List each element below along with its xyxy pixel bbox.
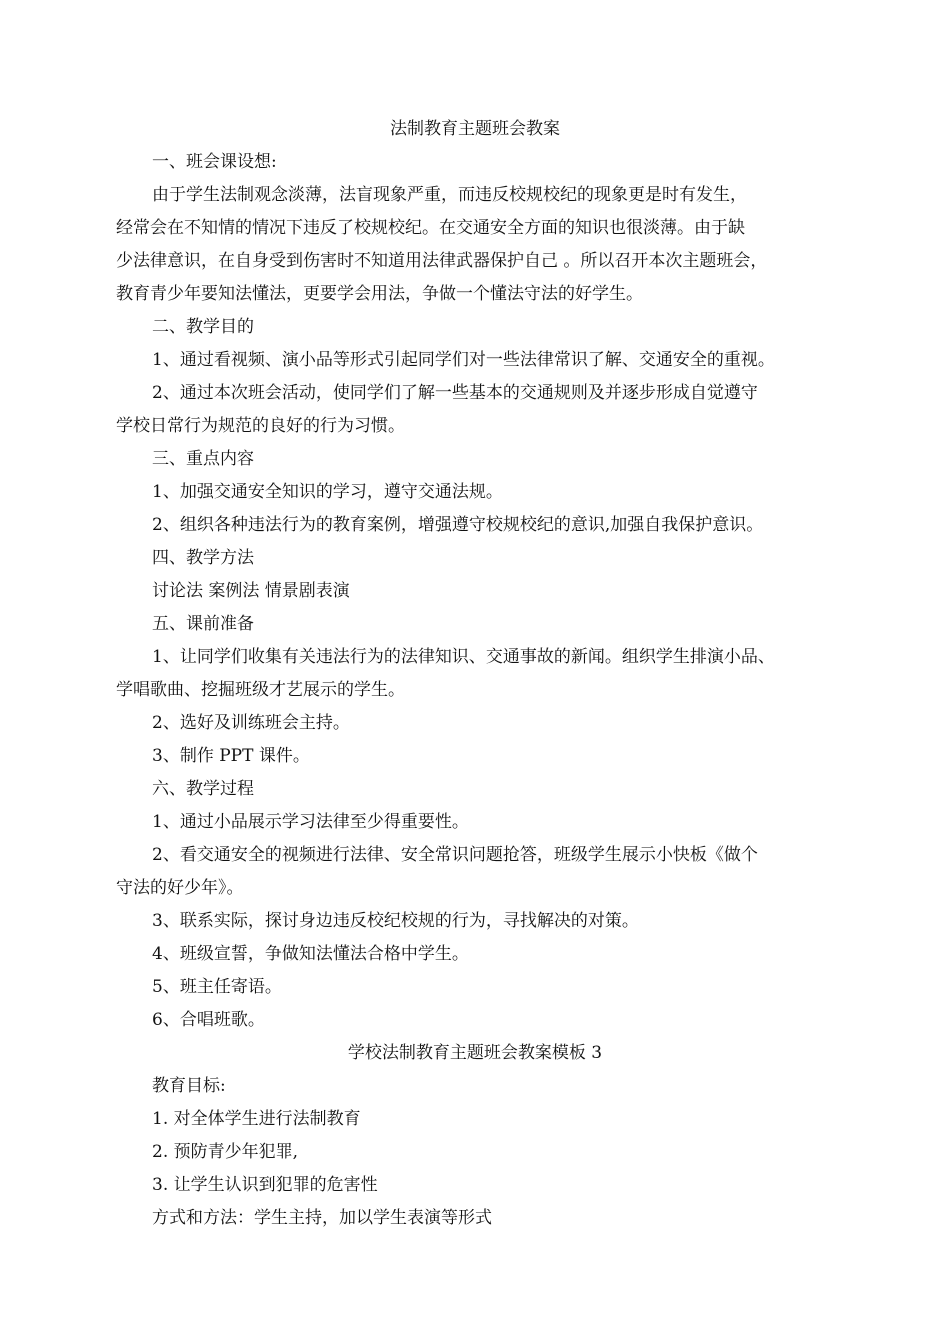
- paragraph-line: 教育青少年要知法懂法，更要学会用法，争做一个懂法守法的好学生。: [116, 284, 643, 304]
- section-heading-3: 三、重点内容: [152, 449, 254, 469]
- list-item: 3、联系实际，探讨身边违反校纪校规的行为，寻找解决的对策。: [152, 911, 639, 931]
- list-item-continuation: 守法的好少年》。: [116, 878, 244, 898]
- list-item: 6、合唱班歌。: [152, 1010, 265, 1030]
- document-title: 法制教育主题班会教案: [390, 119, 560, 139]
- goal-item: 3. 让学生认识到犯罪的危害性: [152, 1175, 378, 1195]
- list-item-continuation: 学校日常行为规范的良好的行为习惯。: [116, 416, 405, 436]
- document-title-2: 学校法制教育主题班会教案模板 3: [347, 1043, 603, 1063]
- section-heading-5: 五、课前准备: [152, 614, 254, 634]
- list-item: 1、通过小品展示学习法律至少得重要性。: [152, 812, 469, 832]
- list-item: 2、组织各种违法行为的教育案例，增强遵守校规校纪的意识,加强自我保护意识。: [152, 515, 764, 535]
- paragraph-line: 少法律意识，在自身受到伤害时不知道用法律武器保护自己 。所以召开本次主题班会，: [116, 251, 768, 271]
- methods-text: 讨论法 案例法 情景剧表演: [152, 581, 350, 601]
- goal-item: 2. 预防青少年犯罪,: [152, 1142, 299, 1162]
- list-item: 2、通过本次班会活动，使同学们了解一些基本的交通规则及并逐步形成自觉遵守: [152, 383, 758, 403]
- list-item: 2、选好及训练班会主持。: [152, 713, 350, 733]
- list-item-continuation: 学唱歌曲、挖掘班级才艺展示的学生。: [116, 680, 405, 700]
- list-item: 1、让同学们收集有关违法行为的法律知识、交通事故的新闻。组织学生排演小品、: [152, 647, 775, 667]
- list-item: 5、班主任寄语。: [152, 977, 282, 997]
- list-item: 1、通过看视频、演小品等形式引起同学们对一些法律常识了解、交通安全的重视。: [152, 350, 775, 370]
- section-heading-4: 四、教学方法: [152, 548, 254, 568]
- section-heading-1: 一、班会课设想:: [152, 152, 277, 172]
- paragraph-line: 由于学生法制观念淡薄，法盲现象严重，而违反校规校纪的现象更是时有发生，: [152, 185, 747, 205]
- list-item: 2、看交通安全的视频进行法律、安全常识问题抢答，班级学生展示小快板《做个: [152, 845, 758, 865]
- goal-heading: 教育目标:: [152, 1076, 226, 1096]
- section-heading-6: 六、教学过程: [152, 779, 254, 799]
- list-item: 1、加强交通安全知识的学习，遵守交通法规。: [152, 482, 503, 502]
- method-text: 方式和方法：学生主持，加以学生表演等形式: [152, 1208, 492, 1228]
- list-item: 4、班级宣誓，争做知法懂法合格中学生。: [152, 944, 469, 964]
- goal-item: 1. 对全体学生进行法制教育: [152, 1109, 361, 1129]
- list-item: 3、制作 PPT 课件。: [152, 746, 310, 766]
- paragraph-line: 经常会在不知情的情况下违反了校规校纪。在交通安全方面的知识也很淡薄。由于缺: [116, 218, 745, 238]
- section-heading-2: 二、教学目的: [152, 317, 254, 337]
